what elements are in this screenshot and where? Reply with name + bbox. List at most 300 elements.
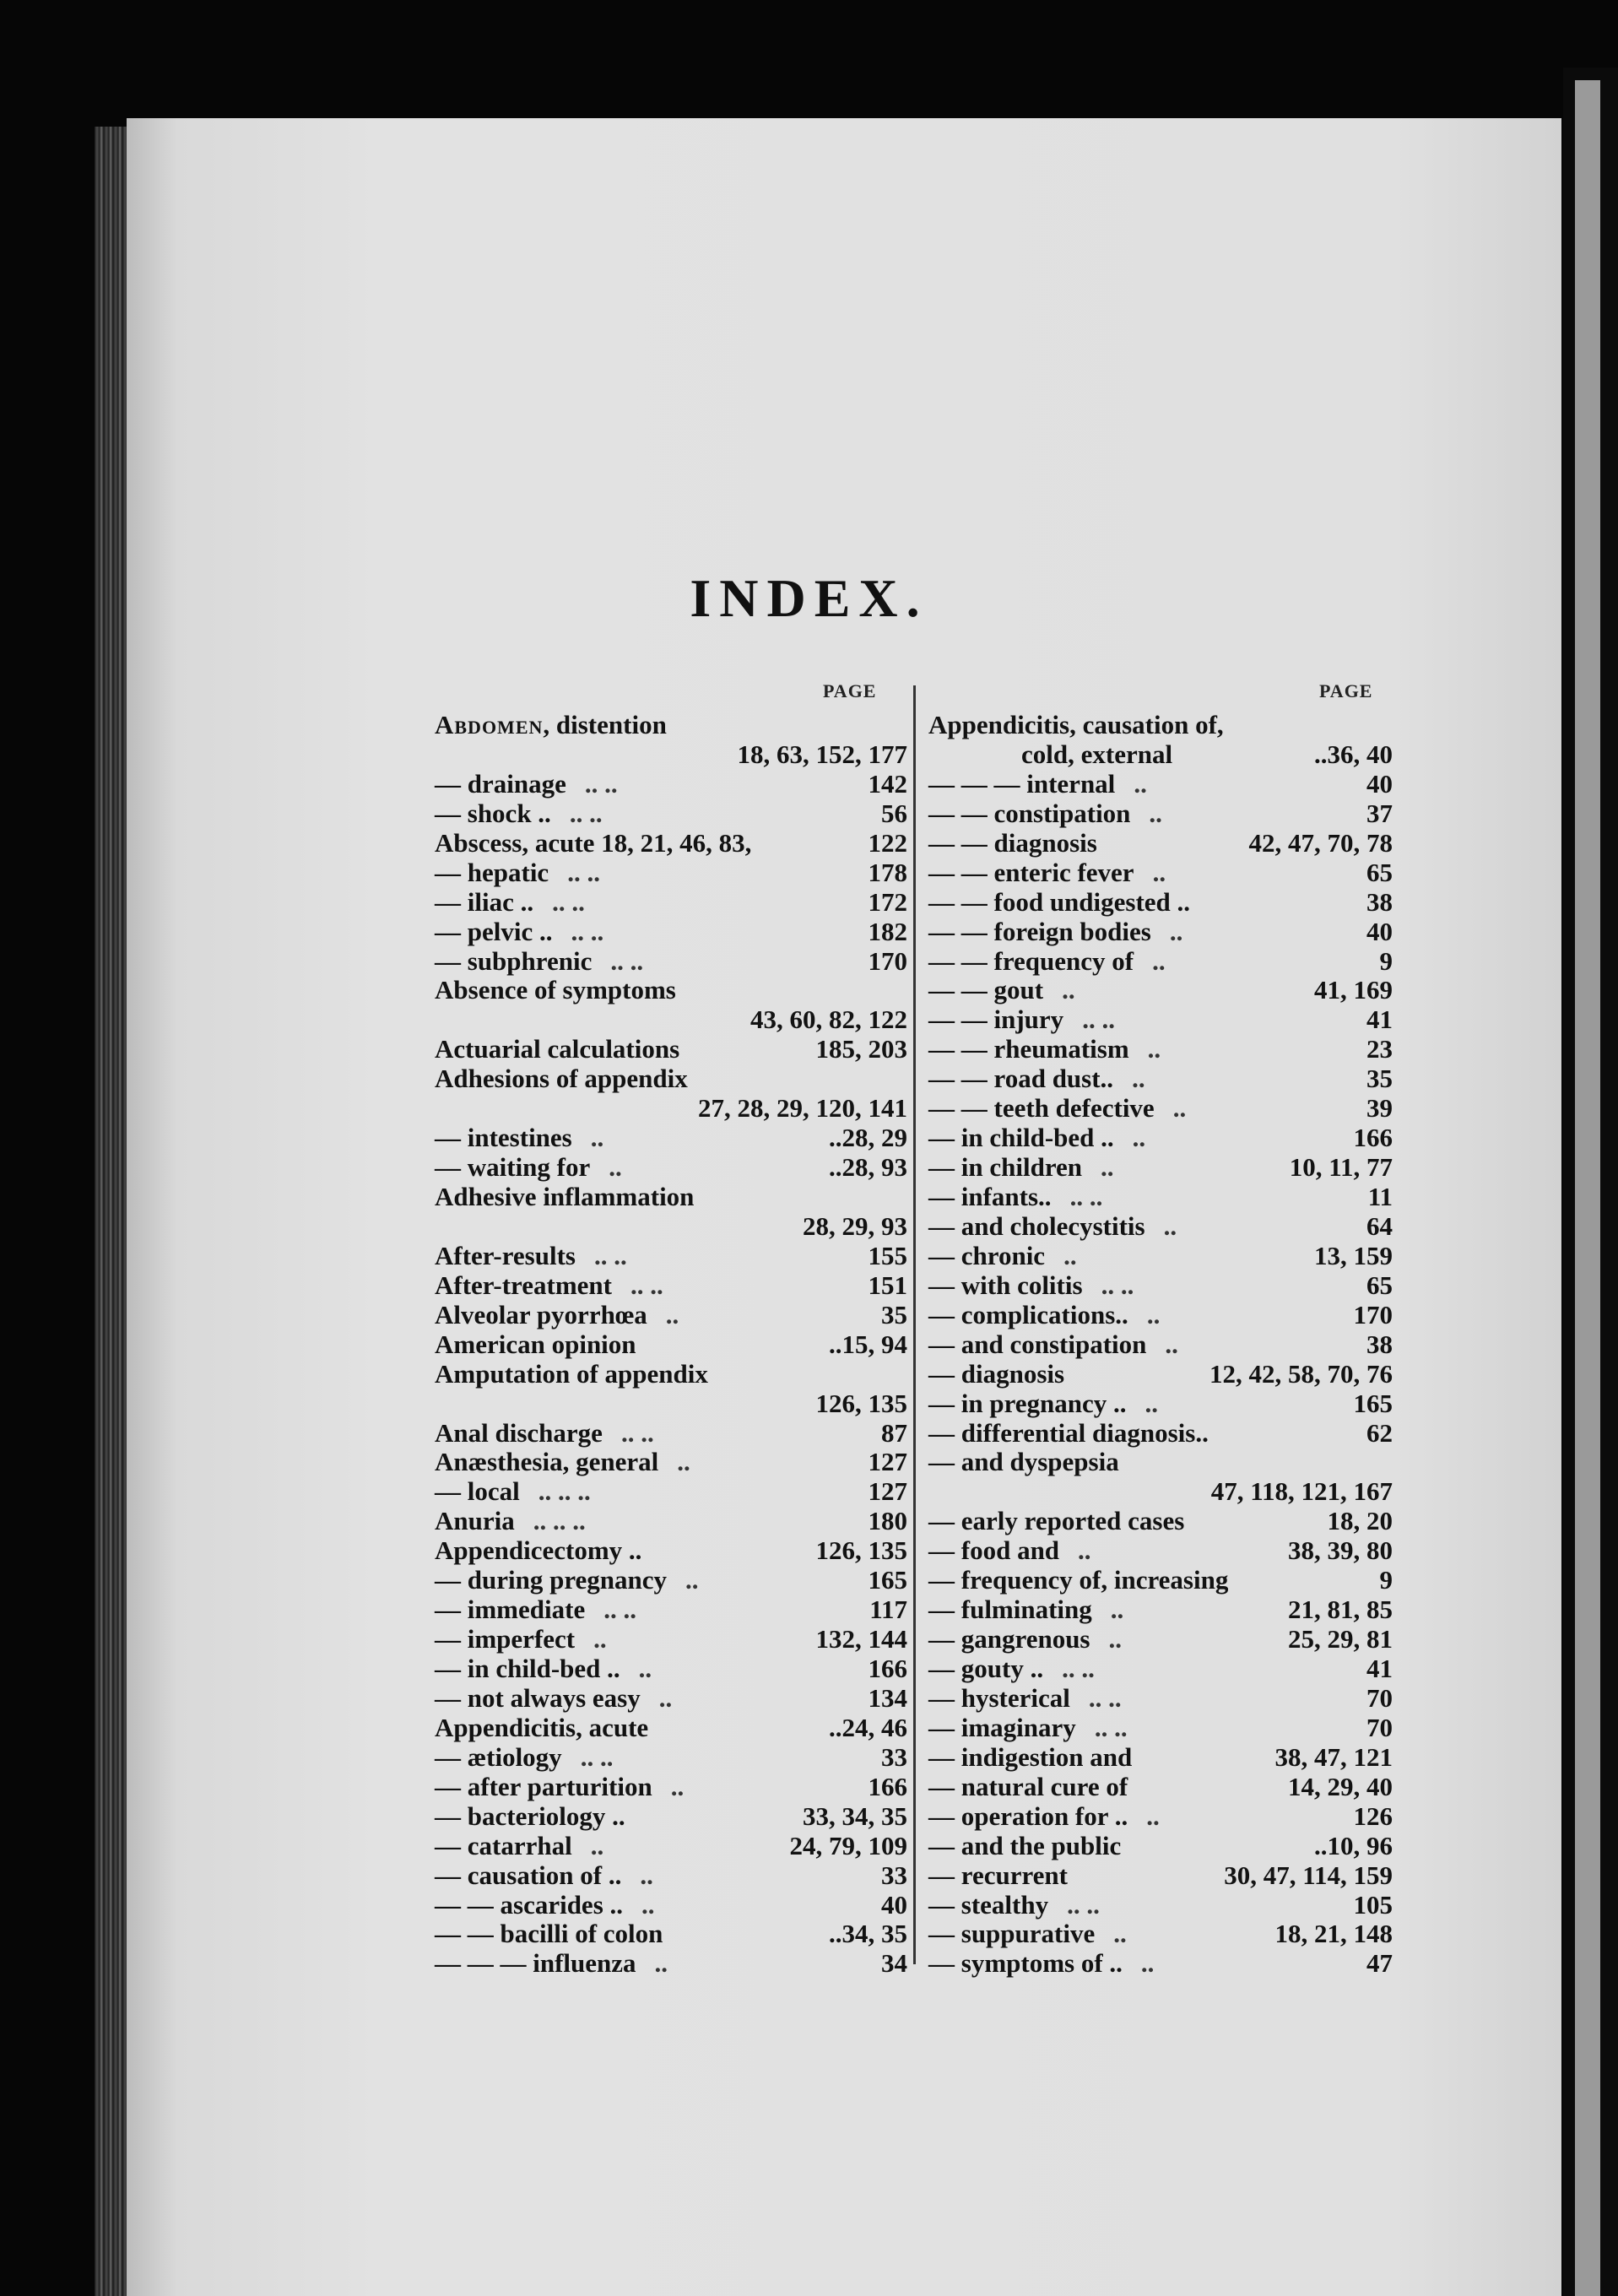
index-entry — [435, 976, 907, 1005]
index-entry — [435, 1360, 907, 1389]
index-entry-term: — local — [435, 1476, 520, 1507]
index-entry-leader: .. — [1149, 798, 1162, 828]
index-entry-pages: 41 — [1366, 1654, 1393, 1683]
index-entry-term: — — frequency of — [928, 945, 1134, 976]
index-entry-term: — — constipation — [928, 798, 1131, 828]
index-entry-term: — immediate — [435, 1595, 586, 1625]
index-entry — [928, 1389, 1393, 1419]
index-entry-term: — infants.. — [928, 1182, 1052, 1211]
index-entry — [435, 1212, 907, 1242]
index-entry-leader: .. .. — [580, 1741, 614, 1772]
index-entry — [928, 1507, 1393, 1536]
index-entry-pages: 126, 135 — [815, 1388, 907, 1418]
index-entry-pages: 13, 159 — [1314, 1240, 1393, 1270]
index-entry-term: — drainage — [435, 768, 566, 799]
index-entry — [928, 1891, 1393, 1920]
index-entry-leader: .. — [677, 1447, 690, 1477]
index-entry — [435, 1153, 907, 1183]
index-entry — [435, 1035, 907, 1064]
index-entry-leader: .. .. — [584, 768, 618, 799]
index-entry-leader: .. — [1152, 857, 1166, 887]
index-entry-term: — and cholecystitis — [928, 1210, 1145, 1241]
index-entry-leader: .. .. — [1088, 1682, 1122, 1713]
index-entry-term: — pelvic .. — [435, 916, 553, 946]
index-entry — [928, 1064, 1393, 1094]
index-entry-term: Anal discharge — [435, 1417, 603, 1448]
index-entry-leader: .. — [1108, 1624, 1122, 1654]
index-entry-leader: .. .. — [630, 1270, 663, 1300]
index-entry-term: — in pregnancy .. — [928, 1388, 1127, 1418]
index-entry-term: — early reported cases — [928, 1506, 1185, 1536]
index-entry-leader: .. — [1165, 1329, 1178, 1359]
index-entry — [435, 1714, 907, 1743]
index-entry-term: — gouty .. — [928, 1654, 1044, 1683]
index-entry — [435, 711, 907, 740]
index-entry-leader: .. .. — [594, 1240, 627, 1270]
index-entry-pages: 126, 135 — [815, 1535, 907, 1566]
index-entry-leader: .. .. — [1067, 1889, 1100, 1920]
index-entry-term: Adhesions of appendix — [435, 1064, 688, 1094]
index-entry-term: — after parturition — [435, 1771, 652, 1801]
index-entry — [928, 1832, 1393, 1861]
index-entry — [435, 1005, 907, 1035]
index-entry-pages: 24, 79, 109 — [789, 1830, 907, 1860]
index-entry-term: — imperfect — [435, 1624, 576, 1654]
index-entry — [435, 1802, 907, 1832]
page-title: INDEX. — [690, 568, 928, 628]
index-entry-term: — in children — [928, 1152, 1083, 1183]
index-entry-leader: .. .. .. — [533, 1506, 586, 1536]
index-entry-pages: 185, 203 — [815, 1034, 907, 1064]
column-divider — [913, 685, 916, 1964]
index-entry — [435, 1684, 907, 1714]
index-entry — [928, 799, 1393, 829]
index-entry-pages: ..10, 96 — [1314, 1830, 1393, 1860]
index-entry-pages: 10, 11, 77 — [1289, 1152, 1393, 1183]
index-entry-pages: 65 — [1366, 857, 1393, 887]
index-entry-pages: 56 — [881, 798, 907, 828]
index-entry-term: — — enteric fever — [928, 857, 1134, 887]
index-entry — [928, 1802, 1393, 1832]
index-entry-term: Appendicitis, acute — [435, 1712, 649, 1742]
index-entry — [435, 1536, 907, 1566]
index-entry-pages: 170 — [868, 945, 907, 976]
index-entry-pages: 62 — [1366, 1417, 1393, 1448]
index-entry-pages: 105 — [1353, 1889, 1393, 1920]
index-entry-pages: 166 — [868, 1654, 907, 1683]
index-entry-term: — catarrhal — [435, 1830, 572, 1860]
index-entry — [928, 1094, 1393, 1124]
index-entry-term: — chronic — [928, 1240, 1046, 1270]
index-entry-term: — in child-bed .. — [928, 1123, 1114, 1153]
page-label-right: PAGE — [1319, 680, 1373, 701]
index-entry-leader: .. — [1145, 1388, 1159, 1418]
index-entry-pages: 30, 47, 114, 159 — [1224, 1860, 1393, 1890]
index-entry — [435, 918, 907, 947]
index-entry-term: — — teeth defective — [928, 1093, 1155, 1124]
index-entry-pages: 65 — [1366, 1270, 1393, 1300]
index-entry — [928, 1714, 1393, 1743]
index-entry-pages: 127 — [868, 1447, 907, 1477]
index-entry-leader: .. — [1134, 768, 1147, 799]
index-entry-term: — complications.. — [928, 1299, 1128, 1329]
index-entry — [928, 1861, 1393, 1891]
index-entry-term: Adhesive inflammation — [435, 1182, 695, 1211]
index-entry-term: — food and — [928, 1535, 1060, 1566]
index-entry-leader: .. — [1152, 945, 1166, 976]
index-entry-term: — symptoms of .. — [928, 1948, 1123, 1979]
index-entry-pages: 33 — [881, 1860, 907, 1890]
index-entry-leader: .. — [665, 1299, 679, 1329]
index-entry-pages: 165 — [868, 1565, 907, 1595]
index-entry-leader: .. — [1110, 1595, 1124, 1625]
index-entry — [435, 1271, 907, 1301]
index-entry — [928, 918, 1393, 947]
index-entry-leader: .. — [1140, 1948, 1155, 1979]
index-entry — [435, 1507, 907, 1536]
index-entry-pages: 155 — [868, 1240, 907, 1270]
index-entry-leader: .. — [685, 1565, 699, 1595]
index-entry-term: — iliac .. — [435, 886, 534, 917]
index-entry-term: — imaginary — [928, 1712, 1076, 1742]
index-entry-pages: 132, 144 — [815, 1624, 907, 1654]
index-entry — [928, 1773, 1393, 1802]
index-entry-leader: .. — [590, 1830, 604, 1860]
index-entry — [435, 1949, 907, 1979]
index-entry-term: — — bacilli of colon — [435, 1919, 663, 1949]
index-entry-term: After-results — [435, 1240, 576, 1270]
index-column-right — [928, 711, 1393, 1979]
index-entry-pages: 33 — [881, 1741, 907, 1772]
index-entry — [928, 1743, 1393, 1773]
index-entry — [928, 1477, 1393, 1507]
index-entry-term: — hepatic — [435, 857, 549, 887]
index-entry-term: — suppurative — [928, 1919, 1096, 1949]
index-entry — [435, 740, 907, 770]
index-entry — [928, 1124, 1393, 1153]
index-entry-pages: 35 — [881, 1299, 907, 1329]
index-entry-leader: .. .. — [1094, 1712, 1128, 1742]
index-entry-pages: 134 — [868, 1682, 907, 1713]
index-entry — [928, 858, 1393, 888]
index-entry-leader: .. .. — [1069, 1182, 1103, 1211]
index-entry-leader: .. — [1062, 975, 1075, 1005]
index-entry-pages: 38, 47, 121 — [1274, 1741, 1393, 1772]
index-entry-leader: .. — [1146, 1299, 1161, 1329]
index-entry-pages: 23 — [1366, 1034, 1393, 1064]
index-entry — [928, 1271, 1393, 1301]
index-entry-term: Appendicectomy .. — [435, 1535, 642, 1566]
index-entry-term: — — road dust.. — [928, 1064, 1114, 1094]
index-entry-term: — subphrenic — [435, 945, 593, 976]
index-entry-term: After-treatment — [435, 1270, 612, 1300]
index-entry-term: — — gout — [928, 975, 1044, 1005]
index-entry-leader: .. — [609, 1152, 622, 1183]
index-entry-leader: .. — [1163, 1210, 1177, 1241]
index-entry-term: — — foreign bodies — [928, 916, 1151, 946]
index-entry-pages: 14, 29, 40 — [1288, 1771, 1393, 1801]
index-entry-term: — causation of .. — [435, 1860, 622, 1890]
index-entry-leader: .. .. — [569, 798, 603, 828]
index-entry-term: — indigestion and — [928, 1741, 1133, 1772]
index-entry-term: Anuria — [435, 1506, 515, 1536]
index-entry-pages: 21, 81, 85 — [1288, 1595, 1393, 1625]
index-entry-term: American opinion — [435, 1329, 636, 1359]
index-entry-leader: .. — [1172, 1093, 1187, 1124]
index-entry-pages: 166 — [868, 1771, 907, 1801]
index-entry-pages: 165 — [1353, 1388, 1393, 1418]
index-entry-pages: 37 — [1366, 798, 1393, 828]
index-entry-term: Amputation of appendix — [435, 1358, 708, 1389]
index-entry-term: — differential diagnosis.. — [928, 1417, 1209, 1448]
index-entry-pages: ..28, 29 — [829, 1123, 907, 1153]
index-entry-pages: 35 — [1366, 1064, 1393, 1094]
index-entry — [928, 1684, 1393, 1714]
index-entry-leader: .. .. — [1082, 1004, 1115, 1035]
index-entry — [928, 947, 1393, 977]
index-entry-pages: 12, 42, 58, 70, 76 — [1209, 1358, 1393, 1389]
index-entry — [435, 770, 907, 799]
index-entry-term: — and constipation — [928, 1329, 1147, 1359]
index-entry — [928, 888, 1393, 918]
index-entry-pages: 38 — [1366, 886, 1393, 917]
index-entry-term: — — food undigested .. — [928, 886, 1191, 917]
index-entry-pages: 9 — [1379, 1565, 1393, 1595]
index-entry-pages: 38, 39, 80 — [1288, 1535, 1393, 1566]
index-entry-pages: 178 — [868, 857, 907, 887]
index-entry — [928, 1301, 1393, 1330]
index-entry-pages: 18, 20 — [1327, 1506, 1393, 1536]
index-entry — [928, 1419, 1393, 1449]
index-entry-term: Abscess, acute 18, 21, 46, 83, — [435, 827, 752, 858]
index-entry-term: — frequency of, increasing — [928, 1565, 1229, 1595]
index-entry-leader: .. — [658, 1682, 673, 1713]
index-entry-leader: .. — [1169, 916, 1183, 946]
index-entry — [928, 1212, 1393, 1242]
index-entry-term: — — rheumatism — [928, 1034, 1129, 1064]
index-entry-pages: 18, 63, 152, 177 — [737, 739, 907, 769]
index-entry-term: — — injury — [928, 1004, 1064, 1035]
index-entry — [928, 1242, 1393, 1271]
index-entry-pages: 47, 118, 121, 167 — [1210, 1476, 1393, 1507]
index-entry — [435, 1832, 907, 1861]
index-entry — [435, 1595, 907, 1625]
index-entry-pages: 127 — [868, 1476, 907, 1507]
index-entry-term: — waiting for — [435, 1152, 591, 1183]
index-entry-leader: .. .. — [571, 916, 604, 946]
index-entry-pages: 25, 29, 81 — [1288, 1624, 1393, 1654]
index-entry-pages: 87 — [881, 1417, 907, 1448]
index-entry-pages: 41, 169 — [1314, 975, 1393, 1005]
index-entry — [435, 1743, 907, 1773]
index-entry-pages: ..15, 94 — [829, 1329, 907, 1359]
index-entry-pages: 42, 47, 70, 78 — [1248, 827, 1393, 858]
index-entry-leader: .. .. — [610, 945, 644, 976]
index-entry — [928, 1183, 1393, 1212]
index-entry-pages: ..28, 93 — [829, 1152, 907, 1183]
index-entry-pages: 27, 28, 29, 120, 141 — [698, 1093, 907, 1124]
index-entry-term: Absence of symptoms — [435, 975, 676, 1005]
index-entry-term: — shock .. — [435, 798, 551, 828]
index-entry-term: — — — influenza — [435, 1948, 636, 1979]
index-entry — [435, 1566, 907, 1595]
index-entry-leader: .. — [654, 1948, 668, 1979]
index-entry-term: — — ascarides .. — [435, 1889, 624, 1920]
index-entry-pages: ..36, 40 — [1314, 739, 1393, 769]
index-entry — [928, 1005, 1393, 1035]
index-entry — [928, 1595, 1393, 1625]
index-entry-pages: 41 — [1366, 1004, 1393, 1035]
index-entry — [435, 1891, 907, 1920]
index-entry-leader: .. — [1101, 1152, 1114, 1183]
index-entry — [435, 1389, 907, 1419]
index-entry — [928, 1920, 1393, 1949]
index-entry-leader: .. — [1132, 1064, 1145, 1094]
index-entry — [435, 1773, 907, 1802]
index-entry — [435, 1477, 907, 1507]
index-entry-pages: 182 — [868, 916, 907, 946]
index-entry-term: — in child-bed .. — [435, 1654, 620, 1683]
index-entry — [435, 1242, 907, 1271]
index-entry — [435, 1448, 907, 1477]
index-entry-term: — fulminating — [928, 1595, 1092, 1625]
index-entry-leader: .. — [670, 1771, 685, 1801]
adjacent-page-edge — [1575, 80, 1600, 2296]
index-entry-term: Abdomen, distention — [435, 710, 667, 739]
index-entry-pages: 64 — [1366, 1210, 1393, 1241]
index-entry — [928, 1654, 1393, 1684]
index-entry-pages: 34 — [881, 1948, 907, 1979]
index-entry-pages: 43, 60, 82, 122 — [750, 1004, 907, 1035]
index-entry — [928, 1153, 1393, 1183]
index-entry-term: — and the public — [928, 1830, 1122, 1860]
index-entry — [435, 1861, 907, 1891]
index-entry — [435, 1654, 907, 1684]
index-entry — [435, 1094, 907, 1124]
index-entry-leader: .. .. — [620, 1417, 654, 1448]
index-entry-pages: 151 — [868, 1270, 907, 1300]
index-entry-pages: 117 — [869, 1595, 907, 1625]
index-entry-pages: 38 — [1366, 1329, 1393, 1359]
index-entry-term: Appendicitis, causation of, — [928, 710, 1224, 739]
index-entry-term: — ætiology — [435, 1741, 562, 1772]
index-entry-leader: .. — [593, 1624, 607, 1654]
index-entry-term: — gangrenous — [928, 1624, 1090, 1654]
index-entry — [928, 1625, 1393, 1654]
index-entry-leader: .. .. — [1062, 1654, 1095, 1683]
index-entry — [435, 1625, 907, 1654]
index-entry-term: Actuarial calculations — [435, 1034, 680, 1064]
index-entry-term: Anæsthesia, general — [435, 1447, 659, 1477]
index-entry-pages: 40 — [881, 1889, 907, 1920]
index-entry-pages: 122 — [868, 827, 907, 858]
index-entry — [928, 976, 1393, 1005]
index-entry-term: — diagnosis — [928, 1358, 1065, 1389]
index-entry-term: — with colitis — [928, 1270, 1083, 1300]
index-entry-pages: 47 — [1366, 1948, 1393, 1979]
index-entry-leader: .. .. — [567, 857, 600, 887]
index-entry — [435, 1330, 907, 1360]
index-entry-term: — during pregnancy — [435, 1565, 668, 1595]
index-entry — [928, 740, 1393, 770]
index-entry-term: — intestines — [435, 1123, 572, 1153]
index-entry-leader: .. — [1146, 1801, 1160, 1831]
index-entry-pages: 18, 21, 148 — [1274, 1919, 1393, 1949]
index-entry-leader: .. — [1132, 1123, 1146, 1153]
index-entry-pages: 172 — [868, 886, 907, 917]
index-entry-pages: 126 — [1353, 1801, 1393, 1831]
index-entry — [435, 1419, 907, 1449]
index-entry-leader: .. .. — [552, 886, 585, 917]
index-entry-pages: 40 — [1366, 768, 1393, 799]
index-entry-pages: 70 — [1366, 1682, 1393, 1713]
index-entry — [435, 799, 907, 829]
index-entry-pages: 9 — [1379, 945, 1393, 976]
index-entry-pages: 33, 34, 35 — [803, 1801, 907, 1831]
index-entry-leader: .. — [638, 1654, 652, 1683]
index-entry-pages: 28, 29, 93 — [803, 1210, 907, 1241]
index-entry — [435, 1920, 907, 1949]
index-entry-pages: ..34, 35 — [829, 1919, 907, 1949]
index-entry-term: — hysterical — [928, 1682, 1070, 1713]
index-entry — [928, 711, 1393, 740]
index-entry-leader: .. — [1078, 1535, 1091, 1566]
index-entry-pages: 166 — [1353, 1123, 1393, 1153]
index-entry-pages: 11 — [1367, 1182, 1393, 1211]
index-entry-leader: .. — [1113, 1919, 1127, 1949]
index-entry — [435, 888, 907, 918]
index-entry-leader: .. — [590, 1123, 604, 1153]
index-entry-leader: .. — [640, 1860, 653, 1890]
index-entry-pages: 142 — [868, 768, 907, 799]
index-entry — [928, 1949, 1393, 1979]
index-entry — [928, 1536, 1393, 1566]
index-entry-pages: 180 — [868, 1506, 907, 1536]
index-entry — [435, 947, 907, 977]
index-entry — [435, 1183, 907, 1212]
index-entry — [435, 1064, 907, 1094]
index-entry — [928, 1035, 1393, 1064]
index-entry-term: Alveolar pyorrhœa — [435, 1299, 647, 1329]
index-entry-pages: 170 — [1353, 1299, 1393, 1329]
index-entry — [435, 829, 907, 858]
index-entry-term: — — — internal — [928, 768, 1116, 799]
index-entry-pages: ..24, 46 — [829, 1712, 907, 1742]
index-entry-term: — operation for .. — [928, 1801, 1128, 1831]
index-entry — [928, 1330, 1393, 1360]
index-entry-leader: .. .. — [1101, 1270, 1134, 1300]
index-entry-pages: 40 — [1366, 916, 1393, 946]
index-entry-term: — stealthy — [928, 1889, 1049, 1920]
index-entry-leader: .. .. .. — [538, 1476, 591, 1507]
index-entry-term: — not always easy — [435, 1682, 641, 1713]
page-label-left: PAGE — [823, 680, 877, 701]
index-entry-leader: .. — [641, 1889, 655, 1920]
index-entry — [435, 1301, 907, 1330]
index-entry-leader: .. — [1147, 1034, 1161, 1064]
index-entry — [928, 770, 1393, 799]
index-entry-leader: .. — [1063, 1240, 1077, 1270]
index-entry-term: — and dyspepsia — [928, 1447, 1119, 1477]
index-entry-pages: 70 — [1366, 1712, 1393, 1742]
index-entry-leader: .. .. — [603, 1595, 636, 1625]
index-entry-term: — natural cure of — [928, 1771, 1128, 1801]
index-entry-term: — — diagnosis — [928, 827, 1097, 858]
index-entry — [928, 1566, 1393, 1595]
index-entry — [435, 858, 907, 888]
index-entry-term: — bacteriology .. — [435, 1801, 625, 1831]
index-entry — [928, 1448, 1393, 1477]
